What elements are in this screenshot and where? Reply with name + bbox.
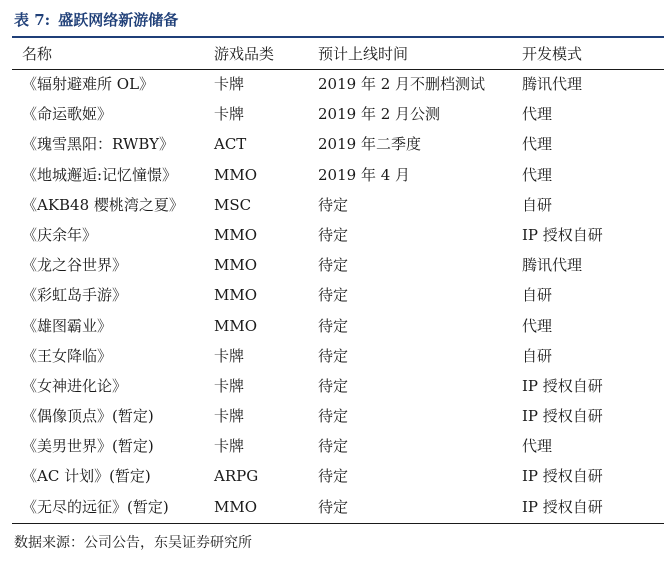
cell-category: 卡牌 [214, 407, 245, 426]
cell-launch-time: 待定 [318, 437, 349, 456]
cell-dev-mode: 自研 [522, 346, 553, 365]
cell-dev-mode: IP 授权自研 [522, 497, 603, 516]
table-row [12, 492, 664, 522]
cell-name: 《雄图霸业》 [22, 316, 113, 335]
cell-launch-time: 2019 年 2 月公测 [318, 105, 441, 124]
cell-category: 卡牌 [214, 437, 245, 456]
table-caption [14, 9, 178, 30]
cell-name: 《无尽的远征》(暂定) [22, 497, 169, 516]
table-row [12, 160, 664, 190]
table-row [12, 341, 664, 371]
cell-category: MMO [214, 286, 258, 305]
cell-dev-mode: 代理 [522, 105, 553, 124]
header-name: 名称 [22, 45, 53, 63]
table-row [12, 280, 664, 310]
cell-name: 《彩虹岛手游》 [22, 286, 128, 305]
cell-name: 《女神进化论》 [22, 376, 128, 395]
cell-dev-mode: 代理 [522, 165, 553, 184]
cell-dev-mode: 自研 [522, 286, 553, 305]
table-title: 盛跃网络新游储备 [58, 11, 179, 29]
cell-category: MSC [214, 195, 252, 214]
cell-launch-time: 2019 年二季度 [318, 135, 421, 154]
table-row [12, 431, 664, 461]
cell-launch-time: 待定 [318, 376, 349, 395]
cell-category: MMO [214, 165, 258, 184]
cell-category: 卡牌 [214, 105, 245, 124]
cell-dev-mode: 腾讯代理 [522, 256, 583, 275]
table-row [12, 99, 664, 129]
cell-launch-time: 待定 [318, 467, 349, 486]
cell-name: 《美男世界》(暂定) [22, 437, 154, 456]
cell-name: 《地城邂逅:记忆憧憬》 [22, 165, 178, 184]
cell-name: 《王女降临》 [22, 346, 113, 365]
cell-category: 卡牌 [214, 346, 245, 365]
cell-launch-time: 待定 [318, 497, 349, 516]
cell-dev-mode: IP 授权自研 [522, 467, 603, 486]
table-row [12, 461, 664, 491]
cell-category: 卡牌 [214, 376, 245, 395]
cell-name: 《瑰雪黑阳：RWBY》 [22, 135, 175, 154]
cell-category: MMO [214, 256, 258, 275]
cell-dev-mode: 腾讯代理 [522, 75, 583, 93]
cell-category: MMO [214, 225, 258, 244]
cell-name: 《辐射避难所 OL》 [22, 75, 155, 93]
cell-launch-time: 待定 [318, 346, 349, 365]
cell-category: ARPG [214, 467, 259, 486]
cell-category: MMO [214, 316, 258, 335]
table-number: 表 7: [14, 11, 51, 29]
cell-name: 《龙之谷世界》 [22, 256, 128, 275]
cell-launch-time: 待定 [318, 225, 349, 244]
cell-launch-time: 待定 [318, 316, 349, 335]
cell-category: ACT [214, 135, 247, 154]
cell-dev-mode: IP 授权自研 [522, 376, 603, 395]
table-row [12, 250, 664, 280]
cell-launch-time: 待定 [318, 407, 349, 426]
cell-launch-time: 待定 [318, 286, 349, 305]
cell-dev-mode: 代理 [522, 316, 553, 335]
cell-dev-mode: 自研 [522, 195, 553, 214]
cell-launch-time: 2019 年 2 月不删档测试 [318, 75, 486, 93]
top-rule [12, 36, 664, 38]
header-launch-time: 预计上线时间 [318, 45, 409, 63]
cell-dev-mode: 代理 [522, 135, 553, 154]
header-dev-mode: 开发模式 [522, 45, 583, 63]
cell-dev-mode: IP 授权自研 [522, 407, 603, 426]
cell-launch-time: 2019 年 4 月 [318, 165, 411, 184]
cell-name: 《命运歌姬》 [22, 105, 113, 124]
table-row [12, 190, 664, 220]
cell-launch-time: 待定 [318, 195, 349, 214]
table-body [12, 69, 664, 522]
cell-dev-mode: IP 授权自研 [522, 225, 603, 244]
header-category: 游戏品类 [214, 45, 275, 63]
cell-name: 《偶像顶点》(暂定) [22, 407, 154, 426]
table-row [12, 371, 664, 401]
cell-name: 《AC 计划》(暂定) [22, 467, 151, 486]
cell-launch-time: 待定 [318, 256, 349, 275]
table-row [12, 69, 664, 99]
game-pipeline-table [12, 40, 664, 522]
table-row [12, 129, 664, 159]
cell-category: MMO [214, 497, 258, 516]
table-row [12, 401, 664, 431]
table-header-row [12, 40, 664, 69]
bottom-rule [12, 523, 664, 524]
cell-dev-mode: 代理 [522, 437, 553, 456]
cell-name: 《AKB48 樱桃湾之夏》 [22, 195, 184, 214]
cell-name: 《庆余年》 [22, 225, 98, 244]
table-row [12, 311, 664, 341]
cell-category: 卡牌 [214, 75, 245, 93]
source-note: 数据来源：公司公告，东吴证券研究所 [14, 535, 252, 551]
table-row [12, 220, 664, 250]
